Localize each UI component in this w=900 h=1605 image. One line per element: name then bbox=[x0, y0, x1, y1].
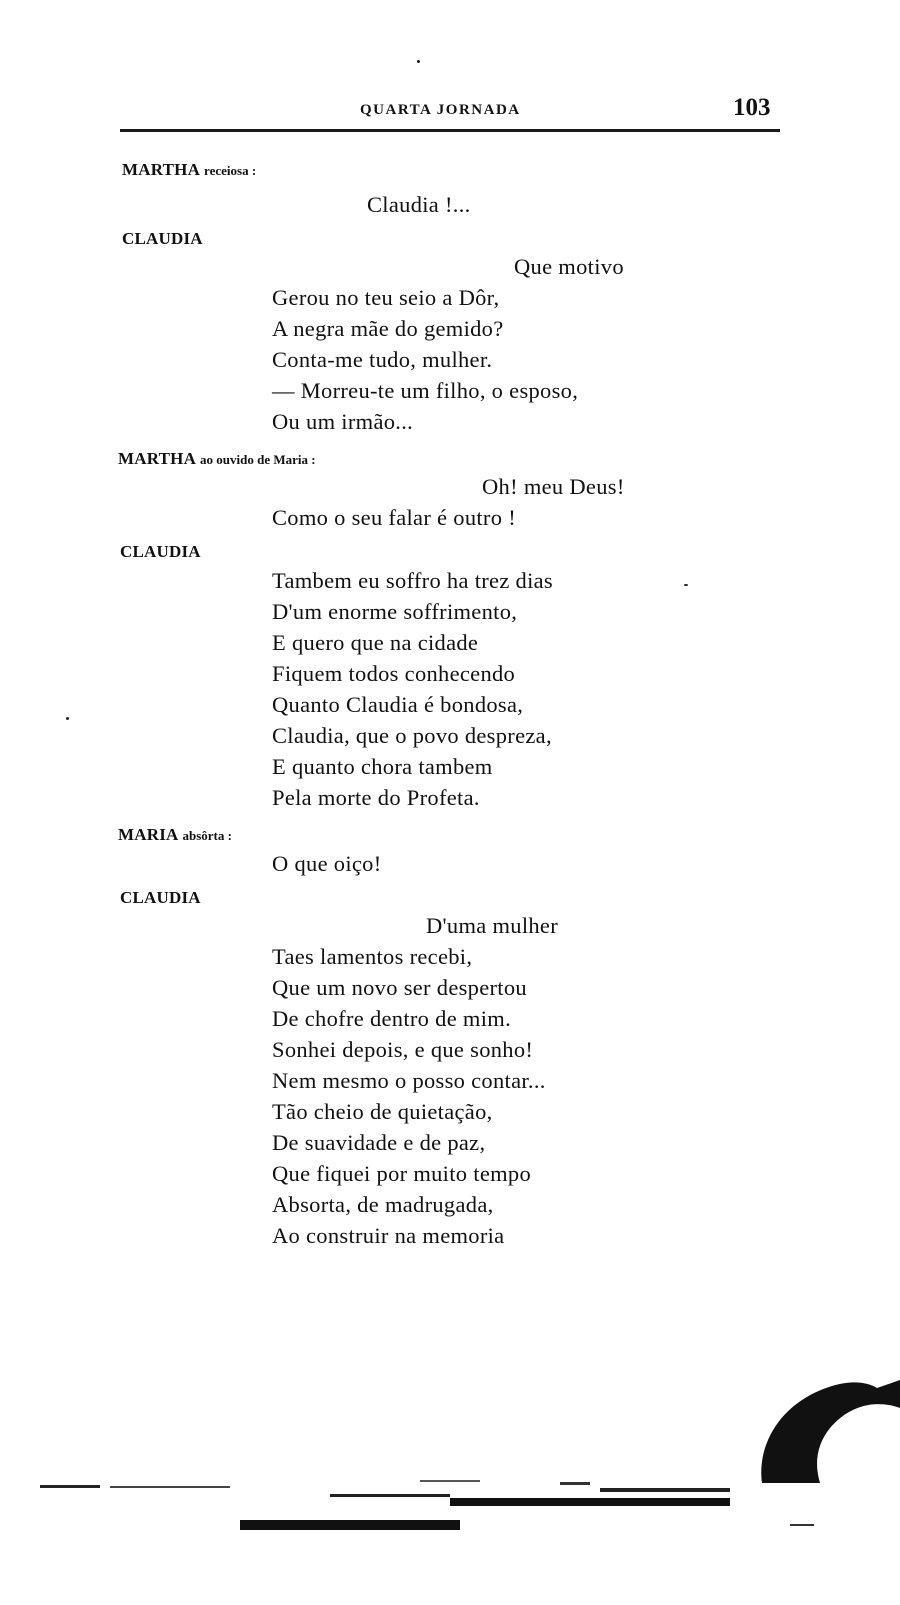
verse-line: Como o seu falar é outro ! bbox=[272, 505, 516, 530]
page-number: 103 bbox=[733, 94, 771, 121]
verse-line: Claudia !... bbox=[367, 192, 471, 217]
speaker-name: CLAUDIA bbox=[122, 229, 203, 248]
stage-direction: absôrta : bbox=[182, 828, 232, 843]
scan-speck bbox=[684, 584, 688, 586]
speaker-line-martha-1 bbox=[122, 160, 256, 180]
verse-line: D'uma mulher bbox=[426, 913, 558, 938]
verse-line: A negra mãe do gemido? bbox=[272, 316, 504, 341]
speaker-name: MARIA bbox=[118, 825, 179, 844]
verse-line: Que um novo ser despertou bbox=[272, 975, 527, 1000]
header-rule bbox=[120, 129, 780, 132]
speaker-line-maria bbox=[118, 825, 232, 845]
verse-line: O que oiço! bbox=[272, 851, 382, 876]
verse-line: Taes lamentos recebi, bbox=[272, 944, 473, 969]
verse-line: Quanto Claudia é bondosa, bbox=[272, 692, 524, 717]
verse-line: — Morreu-te um filho, o esposo, bbox=[272, 378, 579, 403]
verse-line: Ao construir na memoria bbox=[272, 1223, 505, 1248]
verse-line: Fiquem todos conhecendo bbox=[272, 661, 516, 686]
verse-line: Que motivo bbox=[514, 254, 624, 279]
verse-line: Oh! meu Deus! bbox=[482, 474, 625, 499]
scan-speck bbox=[417, 60, 420, 63]
verse-line: E quanto chora tambem bbox=[272, 754, 493, 779]
verse-line: Que fiquei por muito tempo bbox=[272, 1161, 532, 1186]
verse-line: Sonhei depois, e que sonho! bbox=[272, 1037, 534, 1062]
verse-line: Gerou no teu seio a Dôr, bbox=[272, 285, 500, 310]
verse-line: Absorta, de madrugada, bbox=[272, 1192, 494, 1217]
verse-line: E quero que na cidade bbox=[272, 630, 479, 655]
verse-line: Tão cheio de quietação, bbox=[272, 1099, 493, 1124]
verse-line: Nem mesmo o posso contar... bbox=[272, 1068, 546, 1093]
verse-line: De chofre dentro de mim. bbox=[272, 1006, 511, 1031]
verse-line: Ou um irmão... bbox=[272, 409, 414, 434]
speaker-name: MARTHA bbox=[118, 449, 197, 468]
stage-direction: receiosa : bbox=[204, 163, 257, 178]
verse-line: Pela morte do Profeta. bbox=[272, 785, 480, 810]
scan-smudge-bottom bbox=[0, 1480, 900, 1605]
speaker-name: CLAUDIA bbox=[120, 542, 201, 561]
stage-direction: ao ouvido de Maria : bbox=[200, 452, 316, 467]
scan-speck bbox=[66, 717, 69, 720]
verse-line: D'um enorme soffrimento, bbox=[272, 599, 518, 624]
speaker-name: CLAUDIA bbox=[120, 888, 201, 907]
verse-line: Conta-me tudo, mulher. bbox=[272, 347, 493, 372]
verse-line: Tambem eu soffro ha trez dias bbox=[272, 568, 553, 593]
verse-line: De suavidade e de paz, bbox=[272, 1130, 486, 1155]
page-curl-shadow bbox=[752, 1378, 900, 1488]
verse-line: Claudia, que o povo despreza, bbox=[272, 723, 552, 748]
speaker-line-martha-2 bbox=[118, 449, 316, 469]
running-title: QUARTA JORNADA bbox=[360, 102, 521, 118]
speaker-name: MARTHA bbox=[122, 160, 201, 179]
